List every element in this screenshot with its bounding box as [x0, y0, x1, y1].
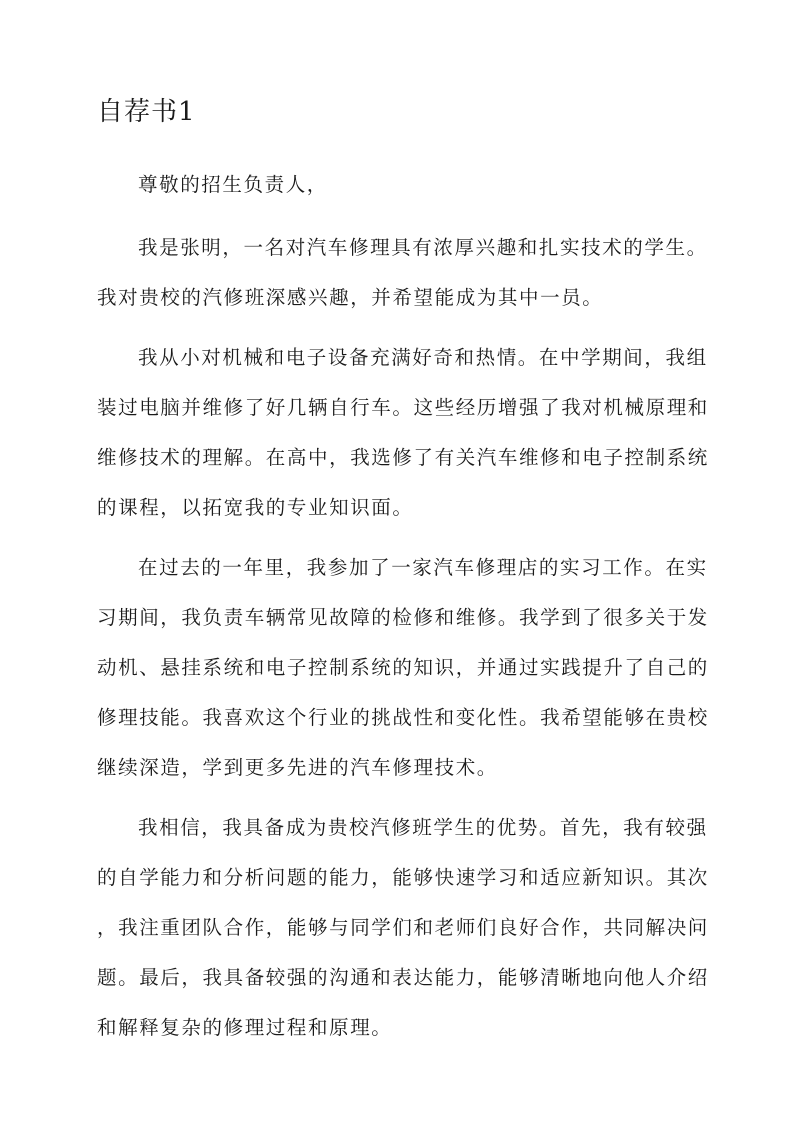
paragraph-line: 修理技能。我喜欢这个行业的挑战性和变化性。我希望能够在贵校 — [97, 706, 709, 729]
paragraph-line: 我相信，我具备成为贵校汽修班学生的优势。首先，我有较强 — [138, 816, 708, 839]
paragraph-line: 动机、悬挂系统和电子控制系统的知识，并通过实践提升了自己的 — [97, 656, 709, 679]
salutation-line: 尊敬的招生负责人， — [138, 173, 328, 196]
paragraph-line: 习期间，我负责车辆常见故障的检修和维修。我学到了很多关于发 — [97, 606, 709, 629]
paragraph-line: 我从小对机械和电子设备充满好奇和热情。在中学期间，我组 — [138, 346, 708, 369]
paragraph-line: 题。最后，我具备较强的沟通和表达能力，能够清晰地向他人介绍 — [97, 966, 709, 989]
paragraph-line: 的课程，以拓宽我的专业知识面。 — [97, 496, 414, 519]
paragraph-line: 和解释复杂的修理过程和原理。 — [97, 1016, 393, 1039]
paragraph-line: 我对贵校的汽修班深感兴趣，并希望能成为其中一员。 — [97, 286, 604, 309]
document-title: 自荐书1 — [97, 97, 196, 127]
paragraph-line: ，我注重团队合作，能够与同学们和老师们良好合作，共同解决问 — [97, 916, 709, 939]
paragraph-line: 在过去的一年里，我参加了一家汽车修理店的实习工作。在实 — [138, 556, 708, 579]
paragraph-line: 维修技术的理解。在高中，我选修了有关汽车维修和电子控制系统 — [97, 446, 709, 469]
paragraph-line: 继续深造，学到更多先进的汽车修理技术。 — [97, 756, 498, 779]
paragraph-line: 的自学能力和分析问题的能力，能够快速学习和适应新知识。其次 — [97, 866, 709, 889]
paragraph-line: 我是张明，一名对汽车修理具有浓厚兴趣和扎实技术的学生。 — [138, 236, 708, 259]
paragraph-line: 装过电脑并维修了好几辆自行车。这些经历增强了我对机械原理和 — [97, 396, 709, 419]
